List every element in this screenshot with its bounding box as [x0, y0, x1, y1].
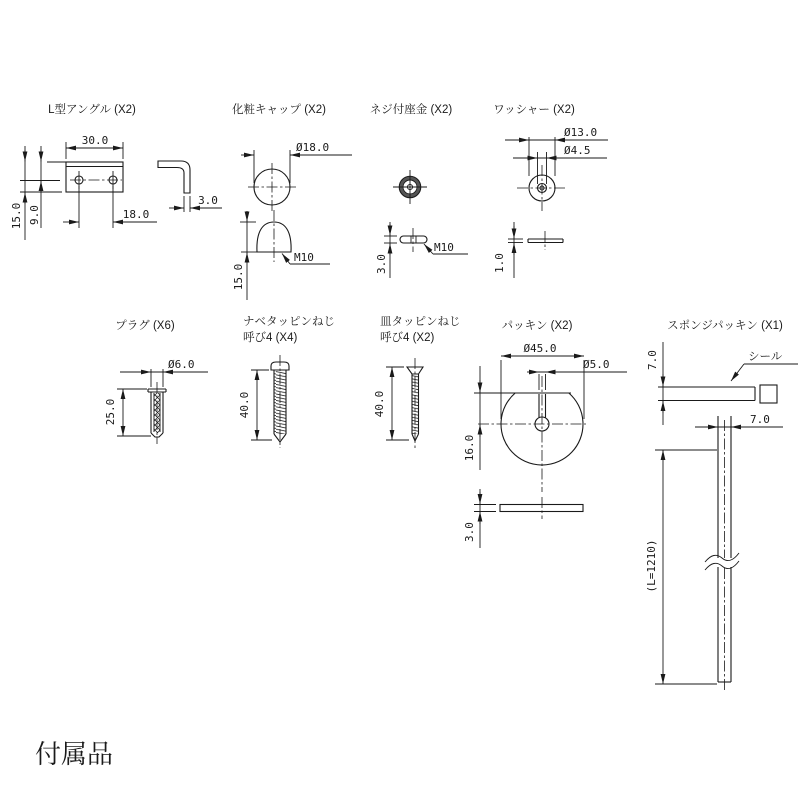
flat-screw-side-view — [407, 358, 423, 448]
part-sponge-packing — [645, 319, 798, 692]
part-cosmetic-cap — [232, 102, 352, 300]
washer-dim-thickness: 1.0 — [493, 253, 506, 273]
flat-screw-label-line2: 呼び4 (X2) — [380, 332, 435, 344]
part-threaded-seat-washer — [370, 102, 468, 278]
l-angle-label: L型アングル (X2) — [48, 104, 136, 116]
cosmetic-cap-thread-label: M10 — [294, 251, 314, 264]
sponge-packing-dim-length: (L=1210) — [645, 539, 658, 593]
sponge-packing-dim-thickness: 7.0 — [646, 350, 659, 370]
pan-screw-side-view — [271, 355, 289, 448]
plug-dim-length: 25.0 — [104, 398, 117, 426]
sponge-packing-label: スポンジパッキン (X1) — [667, 320, 783, 332]
part-l-angle — [10, 102, 222, 240]
flat-screw-label-line1: 皿タッピンねじ — [380, 316, 461, 328]
cosmetic-cap-label: 化粧キャップ (X2) — [232, 104, 326, 116]
flat-screw-dim-length: 40.0 — [373, 390, 386, 418]
packing-dim-hole-offset: 16.0 — [463, 434, 476, 462]
packing-dim-hole-diameter: Ø5.0 — [583, 358, 610, 371]
plug-label: プラグ (X6) — [115, 320, 175, 332]
l-angle-dim-hole-pitch: 18.0 — [122, 208, 150, 221]
cosmetic-cap-dim-height: 15.0 — [232, 263, 245, 291]
plug-dim-diameter: Ø6.0 — [168, 358, 195, 371]
threaded-washer-label: ネジ付座金 (X2) — [369, 104, 453, 116]
packing-side-view — [500, 505, 583, 512]
washer-dim-inner-diameter: Ø4.5 — [564, 144, 591, 157]
threaded-washer-dim-thickness: 3.0 — [375, 254, 388, 274]
washer-dim-outer-diameter: Ø13.0 — [564, 126, 598, 139]
l-angle-dim-height: 15.0 — [10, 202, 23, 230]
pan-screw-label-line1: ナベタッピンねじ — [243, 316, 335, 328]
drawing-title: 付属品 — [35, 739, 114, 769]
sponge-packing-front-view — [705, 416, 744, 692]
part-pan-tapping-screw — [238, 315, 335, 448]
l-angle-dim-hole-offset: 9.0 — [28, 205, 41, 225]
plug-side-view — [148, 382, 166, 444]
packing-dim-thickness: 3.0 — [463, 522, 476, 542]
washer-side-view — [528, 231, 563, 250]
part-packing — [463, 320, 627, 548]
part-plug — [104, 319, 208, 444]
threaded-washer-thread-label: M10 — [434, 241, 454, 254]
threaded-washer-side-view — [400, 236, 427, 243]
packing-dim-outer-diameter: Ø45.0 — [523, 342, 557, 355]
pan-screw-label-line2: 呼び4 (X4) — [243, 332, 298, 344]
sponge-packing-top-view — [658, 385, 777, 403]
l-angle-dim-thickness: 3.0 — [198, 194, 218, 207]
pan-screw-dim-length: 40.0 — [238, 391, 251, 419]
l-angle-side-view — [158, 161, 190, 193]
sponge-packing-dim-width: 7.0 — [750, 413, 770, 426]
part-washer — [493, 104, 608, 278]
packing-label: パッキン (X2) — [501, 320, 573, 332]
l-angle-dim-width: 30.0 — [81, 134, 109, 147]
part-flat-tapping-screw — [373, 315, 461, 448]
seal-piece — [760, 385, 777, 403]
washer-label: ワッシャー (X2) — [493, 104, 575, 116]
cosmetic-cap-dim-diameter: Ø18.0 — [296, 141, 330, 154]
seal-label: シール — [748, 351, 783, 363]
